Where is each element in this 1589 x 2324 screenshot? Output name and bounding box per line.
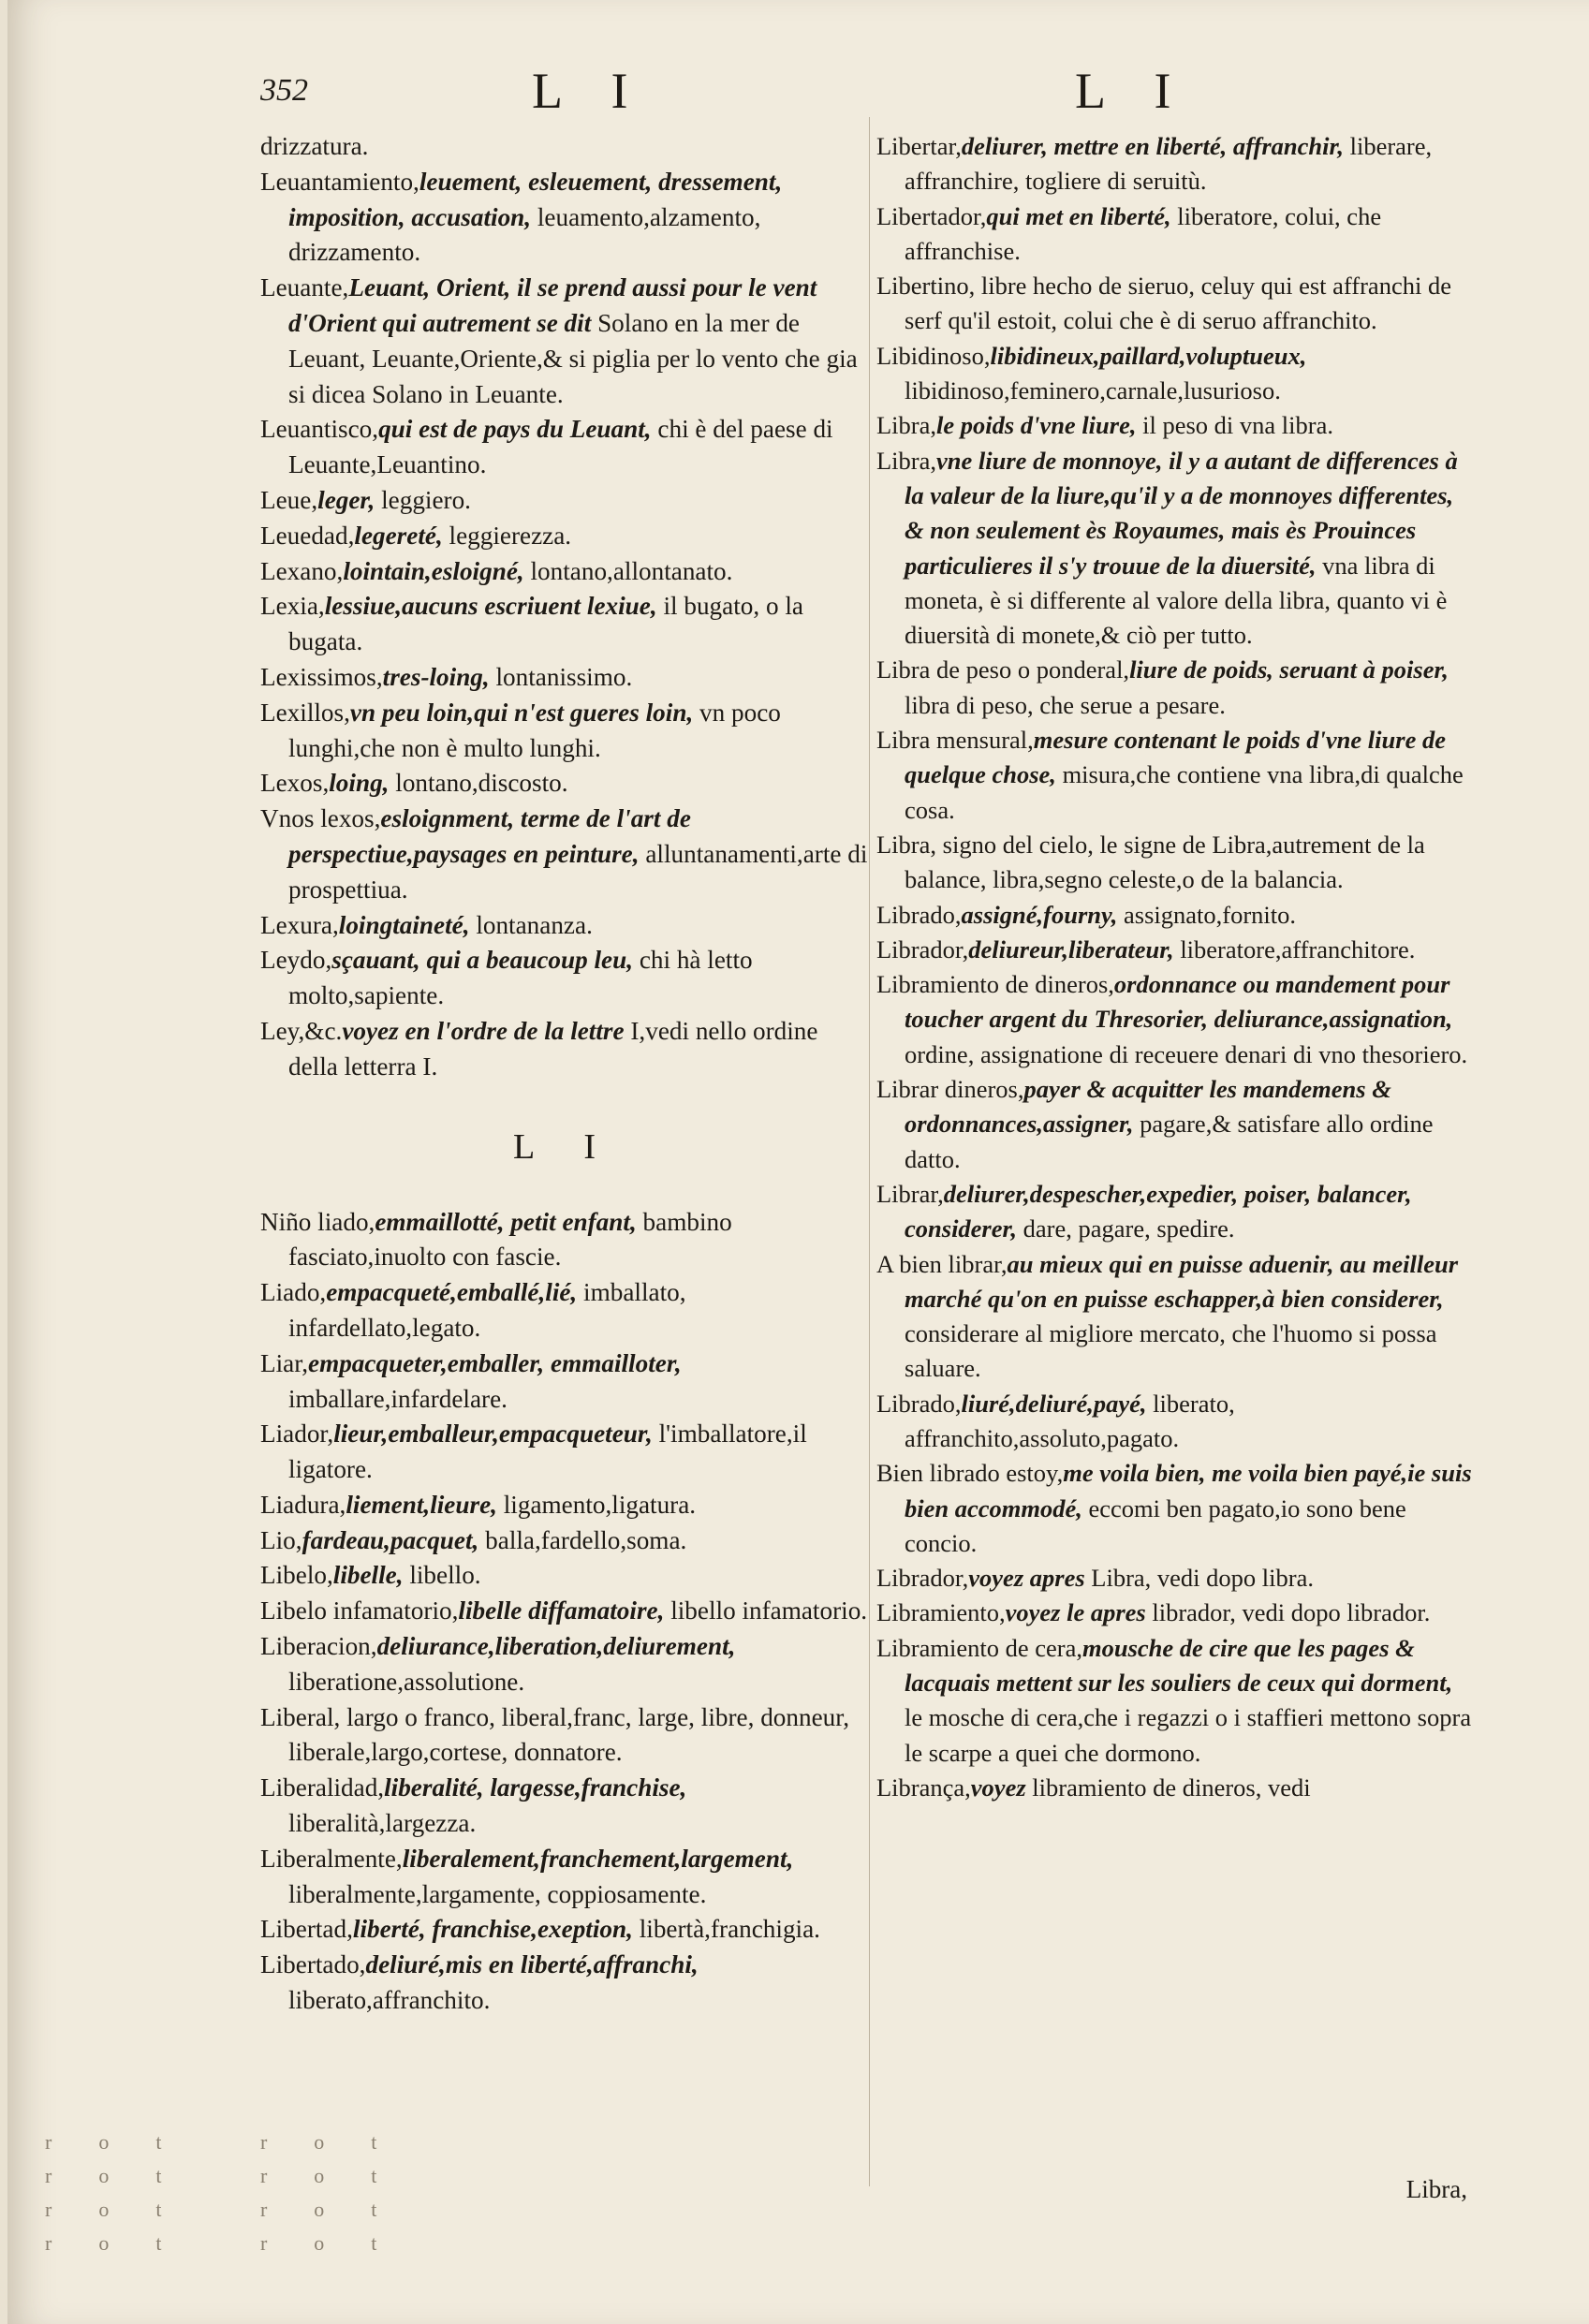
dictionary-entry: [260, 1948, 869, 2019]
right-running-title: L I: [1075, 63, 1190, 119]
entry-italian-translation: vna libra di moneta, è si differente al valore della libra, quanto vi è diuersità di monete,& ciò per tutto.: [905, 551, 1448, 650]
entry-headword: Librado,: [876, 900, 962, 929]
entry-french-translation: mesure contenant le poids d'vne liure de quelque chose,: [905, 726, 1446, 789]
entry-italian-translation: leggiero.: [375, 485, 471, 514]
dictionary-entry: [260, 1014, 869, 1085]
entry-headword: Liado,: [260, 1278, 327, 1307]
entry-headword: Leydo,: [260, 946, 332, 975]
margin-marks: [45, 2125, 423, 2260]
dictionary-entry: [260, 519, 869, 554]
entry-french-translation: empacqueter,emballer, emmailloter,: [308, 1348, 682, 1377]
dictionary-entry: [876, 828, 1474, 898]
entry-italian-translation: imballato, infardellato,legato.: [288, 1278, 686, 1342]
entry-headword: Niño liado,: [260, 1207, 375, 1236]
section-title: L I: [513, 1126, 616, 1167]
entry-french-translation: loing,: [329, 769, 390, 798]
entry-italian-translation: Solano en la mer de Leuant, Leuante,Oriente,& si piglia per lo vento che gia si dicea Solano in Leuante.: [288, 308, 858, 408]
entry-italian-translation: leuamento,alzamento, drizzamento.: [288, 202, 761, 267]
entry-french-translation: libelle,: [332, 1561, 404, 1590]
entry-headword: Leuantisco,: [260, 415, 379, 444]
entry-headword: Lexia,: [260, 592, 325, 621]
entry-italian-translation: chi è del paese di Leuante,Leuantino.: [288, 415, 833, 479]
entry-italian-translation: l'imballatore,il ligatore.: [288, 1419, 807, 1484]
entry-italian-translation: misura,che contiene vna libra,di qualche cosa.: [905, 760, 1464, 824]
dictionary-entry: [876, 1771, 1474, 1805]
entry-italian-translation: libramiento de dineros, vedi: [1025, 1772, 1311, 1802]
entry-french-translation: liberté, franchise,exeption,: [352, 1915, 633, 1944]
entry-italian-translation: ordine, assignatione di receuere denari di vno thesoriero.: [905, 1039, 1468, 1068]
dictionary-entry: [260, 1842, 869, 1913]
entry-italian-translation: lontano,allontanato.: [523, 556, 733, 585]
entry-headword: Libramiento de cera,: [876, 1633, 1082, 1662]
dictionary-entry: [876, 933, 1474, 967]
entry-italian-translation: liberatore,affranchitore.: [1173, 934, 1416, 963]
entry-headword: Libra,: [876, 446, 937, 475]
entry-french-translation: tres-loing,: [382, 662, 490, 691]
dictionary-entry: [260, 766, 869, 802]
dictionary-entry: [876, 1387, 1474, 1457]
entry-italian-translation: liberato,affranchito.: [288, 1986, 491, 2015]
dictionary-entry: [260, 908, 869, 944]
dictionary-entry: [876, 1561, 1474, 1596]
entry-headword: Libra mensural,: [876, 726, 1034, 755]
entry-headword: Libelo,: [260, 1561, 333, 1590]
entry-french-translation: deliuré,mis en liberté,affranchi,: [365, 1950, 699, 1979]
catchword: Libra,: [1405, 2175, 1467, 2203]
entry-headword: Lexano,: [260, 556, 344, 585]
entry-french-translation: libidineux,paillard,voluptueux,: [990, 341, 1307, 370]
entry-french-translation: voyez le apres: [1005, 1598, 1146, 1627]
entry-italian-translation: liberatore, colui, che affranchise.: [905, 201, 1382, 265]
entry-italian-translation: le mosche di cera,che i regazzi o i staffieri mettono sopra le scarpe a quei che dormono.: [905, 1703, 1472, 1767]
left-running-title: L I: [532, 63, 647, 119]
dictionary-entry: [260, 589, 869, 660]
entry-french-translation: qui met en liberté,: [986, 201, 1171, 230]
entry-headword: Lexos,: [260, 769, 330, 798]
entry-headword: Libertador,: [876, 201, 987, 230]
entry-headword: Liador,: [260, 1419, 334, 1449]
entry-italian-translation: liberare, affranchire, togliere di seruitù.: [905, 132, 1433, 196]
entry-headword: A bien librar,: [876, 1249, 1008, 1278]
dictionary-entry: [260, 483, 869, 519]
dictionary-entry: [260, 1275, 869, 1346]
dictionary-entry: [260, 165, 869, 271]
entry-headword: Libra,: [876, 411, 937, 440]
entry-french-translation: voyez en l'ordre de la lettre: [342, 1016, 625, 1045]
entry-headword: Liberalidad,: [260, 1773, 385, 1802]
entry-headword: Vnos lexos,: [260, 804, 381, 833]
dictionary-entry: [260, 1771, 869, 1842]
entry-headword: Libidinoso,: [876, 341, 991, 370]
entry-italian-translation: pagare,& satisfare allo ordine datto.: [905, 1110, 1434, 1173]
entry-french-translation: voyez: [970, 1772, 1026, 1802]
margin-mark: rot rot: [45, 2164, 424, 2187]
entry-italian-translation: chi hà letto molto,sapiente.: [288, 946, 753, 1010]
entry-french-translation: loingtaineté,: [338, 910, 470, 939]
entry-headword: Libertad,: [260, 1915, 353, 1944]
entry-headword: Libramiento,: [876, 1598, 1006, 1627]
entry-italian-translation: imballare,infardelare.: [288, 1384, 508, 1413]
entry-italian-translation: I,vedi nello ordine della letterra I.: [288, 1016, 818, 1081]
entry-italian-translation: ligamento,ligatura.: [496, 1490, 697, 1519]
entry-italian-translation: lontanissimo.: [489, 662, 633, 691]
dictionary-entry: [876, 199, 1474, 270]
dictionary-entry: [260, 1346, 869, 1418]
entry-italian-translation: librador, vedi dopo librador.: [1145, 1598, 1431, 1627]
entry-headword: Lexillos,: [260, 698, 350, 727]
entry-italian-translation: drizzatura.: [260, 132, 369, 160]
entry-french-translation: liberalité, largesse,franchise,: [384, 1773, 687, 1802]
entry-french-translation: libelle diffamatoire,: [458, 1596, 665, 1625]
right-entries: [876, 129, 1474, 1805]
entry-italian-translation: libello.: [403, 1561, 481, 1590]
entry-headword: Lexura,: [260, 910, 339, 939]
entry-french-translation: vne liure de monnoye, il y a autant de differences à la valeur de la liure,qu'il y a de monnoyes differentes, & non seulement ès Royaumes, mais ès Prouinces particulieres il s'y trouue de la diuersité,: [905, 446, 1458, 580]
entry-french-translation: au mieux qui en puisse aduenir, au meilleur marché qu'on en puisse eschapper,à bien considerer,: [905, 1249, 1459, 1313]
margin-mark: rot rot: [45, 2198, 424, 2221]
entry-french-translation: liuré,deliuré,payé,: [961, 1389, 1147, 1418]
entry-italian-translation: signo del cielo, le signe de Libra,autrement de la balance, libra,segno celeste,o de la balancia.: [905, 830, 1425, 894]
entry-italian-translation: considerare al migliore mercato, che l'huomo si possa saluare.: [905, 1319, 1437, 1383]
dictionary-entry: [260, 1912, 869, 1948]
entry-headword: Liberacion,: [260, 1632, 377, 1661]
entry-headword: Leuedad,: [260, 521, 355, 550]
entry-headword: Liadura,: [260, 1490, 346, 1519]
dictionary-entry: [260, 1629, 869, 1700]
left-entries: [260, 129, 869, 1085]
entry-italian-translation: alluntanamenti,arte di prospettiua.: [288, 839, 868, 904]
dictionary-entry: [260, 1700, 869, 1772]
entry-italian-translation: Libra, vedi dopo libra.: [1084, 1564, 1314, 1593]
entry-italian-translation: libertà,franchigia.: [632, 1915, 820, 1944]
dictionary-entry: [876, 1631, 1474, 1771]
entry-french-translation: Leuant, Orient, il se prend aussi pour le vent d'Orient qui autrement se dit: [288, 273, 817, 337]
page-number: 352: [260, 73, 308, 108]
entry-headword: Liar,: [260, 1348, 308, 1377]
entry-french-translation: sçauant, qui a beaucoup leu,: [331, 946, 634, 975]
entry-italian-translation: liberalità,largezza.: [288, 1809, 477, 1838]
entry-french-translation: emmaillotté, petit enfant,: [375, 1207, 637, 1236]
entry-headword: Libra,: [876, 830, 937, 859]
dictionary-entry: [260, 271, 869, 412]
entry-french-translation: liure de poids, seruant à poiser,: [1129, 655, 1449, 684]
page-header: [7, 54, 1589, 120]
dictionary-entry: [260, 1417, 869, 1488]
entry-headword: Librador,: [876, 1564, 969, 1593]
entry-italian-translation: lontananza.: [469, 910, 593, 939]
left-entries-2: [260, 1205, 869, 2019]
entry-headword: Liberal,: [260, 1702, 341, 1731]
entry-italian-translation: dare, pagare, spedire.: [1017, 1214, 1235, 1243]
entry-italian-translation: il peso di vna libra.: [1136, 411, 1333, 440]
dictionary-entry: [876, 1072, 1474, 1177]
entry-headword: Librar dineros,: [876, 1075, 1024, 1104]
entry-italian-translation: vn poco lunghi,che non è multo lunghi.: [288, 698, 781, 762]
entry-french-translation: assigné,fourny,: [961, 900, 1118, 929]
entry-french-translation: fardeau,pacquet,: [302, 1525, 479, 1554]
entry-french-translation: deliurer, mettre en liberté, affranchir,: [961, 132, 1344, 160]
entry-headword: Libelo infamatorio,: [260, 1596, 459, 1625]
entry-french-translation: leger,: [317, 485, 375, 514]
dictionary-entry: [876, 408, 1474, 443]
dictionary-entry: [260, 1594, 869, 1629]
entry-headword: Librança,: [876, 1772, 971, 1802]
entry-french-translation: mousche de cire que les pages & lacquais mettent sur les souliers de ceux qui dorment,: [905, 1633, 1453, 1698]
entry-headword: Lexissimos,: [260, 662, 383, 691]
entry-french-translation: deliureur,liberateur,: [968, 934, 1174, 963]
entry-italian-translation: balla,fardello,soma.: [478, 1525, 687, 1554]
entry-headword: Leuante,: [260, 273, 349, 302]
entry-italian-translation: il bugato, o la bugata.: [288, 592, 803, 656]
entry-italian-translation: liberatione,assolutione.: [288, 1667, 525, 1696]
entry-italian-translation: leggierezza.: [442, 521, 572, 550]
margin-mark: rot rot: [45, 2231, 424, 2255]
entry-french-translation: lessiue,aucuns escriuent lexiue,: [324, 592, 657, 621]
entry-french-translation: esloignment, terme de l'art de perspectiue,paysages en peinture,: [288, 804, 691, 868]
dictionary-entry: [260, 1205, 869, 1276]
entry-headword: Leue,: [260, 485, 318, 514]
entry-headword: Libertino,: [876, 272, 976, 301]
entry-italian-translation: libre hecho de sieruo, celuy qui est affranchi de serf qu'il estoit, colui che è di seruo affranchito.: [905, 272, 1451, 335]
entry-headword: Librador,: [876, 934, 969, 963]
entry-french-translation: voyez apres: [968, 1564, 1085, 1593]
dictionary-entry: [260, 802, 869, 907]
dictionary-entry: [876, 444, 1474, 654]
dictionary-entry: [876, 1177, 1474, 1247]
dictionary-entry: [876, 129, 1474, 199]
entry-italian-translation: eccomi ben pagato,io sono bene concio.: [905, 1493, 1406, 1557]
entry-french-translation: ordonnance ou mandement pour toucher argent du Thresorier, deliurance,assignation,: [905, 970, 1453, 1034]
entry-headword: Ley,&c.: [260, 1016, 343, 1045]
entry-headword: Lio,: [260, 1525, 302, 1554]
entry-french-translation: payer & acquitter les mandemens & ordonnances,assigner,: [905, 1075, 1391, 1139]
entry-headword: Leuantamiento,: [260, 167, 419, 196]
entry-french-translation: empacqueté,emballé,lié,: [326, 1278, 578, 1307]
entry-french-translation: legereté,: [354, 521, 443, 550]
dictionary-entry: [260, 696, 869, 767]
entry-french-translation: liberalement,franchement,largement,: [402, 1844, 794, 1873]
dictionary-entry: [260, 412, 869, 483]
entry-italian-translation: libra di peso, che serue a pesare.: [905, 690, 1226, 719]
dictionary-entry: [876, 1596, 1474, 1630]
dictionary-entry: [260, 1523, 869, 1559]
dictionary-entry: [876, 653, 1474, 723]
dictionary-entry: [876, 1456, 1474, 1561]
dictionary-entry: [876, 723, 1474, 828]
entry-italian-translation: libidinoso,feminero,carnale,lusurioso.: [905, 376, 1281, 405]
dictionary-entry: [260, 129, 869, 165]
dictionary-entry: [876, 269, 1474, 339]
entry-headword: Libramiento de dineros,: [876, 970, 1114, 999]
dictionary-entry: [876, 898, 1474, 933]
entry-french-translation: le poids d'vne liure,: [936, 411, 1137, 440]
entry-italian-translation: bambino fasciato,inuolto con fascie.: [288, 1207, 732, 1272]
dictionary-entry: [260, 1488, 869, 1523]
entry-french-translation: deliurance,liberation,deliurement,: [376, 1632, 736, 1661]
entry-french-translation: qui est de pays du Leuant,: [378, 415, 652, 444]
entry-italian-translation: lontano,discosto.: [389, 769, 568, 798]
column-divider: [869, 117, 870, 2186]
entry-french-translation: lointain,esloigné,: [343, 556, 524, 585]
dictionary-entry: [876, 1247, 1474, 1387]
entry-italian-translation: liberalmente,largamente, coppiosamente.: [288, 1879, 707, 1908]
dictionary-entry: [876, 967, 1474, 1072]
entry-headword: Librado,: [876, 1389, 962, 1418]
entry-headword: Libertar,: [876, 132, 962, 160]
book-page: [7, 0, 1589, 2324]
right-column: [876, 129, 1474, 1805]
entry-french-translation: me voila bien, me voila bien payé,ie suis bien accommodé,: [905, 1459, 1472, 1522]
left-column: [260, 129, 869, 2019]
entry-french-translation: liement,lieure,: [346, 1490, 497, 1519]
entry-headword: Liberalmente,: [260, 1844, 403, 1873]
entry-italian-translation: largo o franco, liberal,franc, large, libre, donneur, liberale,largo,cortese, donnatore.: [288, 1702, 849, 1767]
entry-italian-translation: liberato, affranchito,assoluto,pagato.: [905, 1389, 1235, 1452]
entry-italian-translation: libello infamatorio.: [664, 1596, 868, 1625]
dictionary-entry: [260, 943, 869, 1014]
entry-italian-translation: assignato,fornito.: [1117, 900, 1297, 929]
entry-headword: Libra de peso o ponderal,: [876, 655, 1130, 684]
margin-mark: rot rot: [45, 2130, 424, 2154]
entry-french-translation: lieur,emballeur,empacqueteur,: [333, 1419, 653, 1449]
dictionary-entry: [260, 660, 869, 696]
entry-french-translation: leuement, esleuement, dressement, imposition, accusation,: [288, 167, 783, 231]
entry-headword: Bien librado estoy,: [876, 1459, 1064, 1488]
entry-headword: Libertado,: [260, 1950, 366, 1979]
entry-french-translation: vn peu loin,qui n'est gueres loin,: [349, 698, 694, 727]
dictionary-entry: [260, 1558, 869, 1594]
dictionary-entry: [260, 554, 869, 590]
dictionary-entry: [876, 339, 1474, 409]
entry-french-translation: deliurer,despescher,expedier, poiser, balancer, considerer,: [905, 1179, 1412, 1243]
entry-headword: Librar,: [876, 1179, 944, 1208]
